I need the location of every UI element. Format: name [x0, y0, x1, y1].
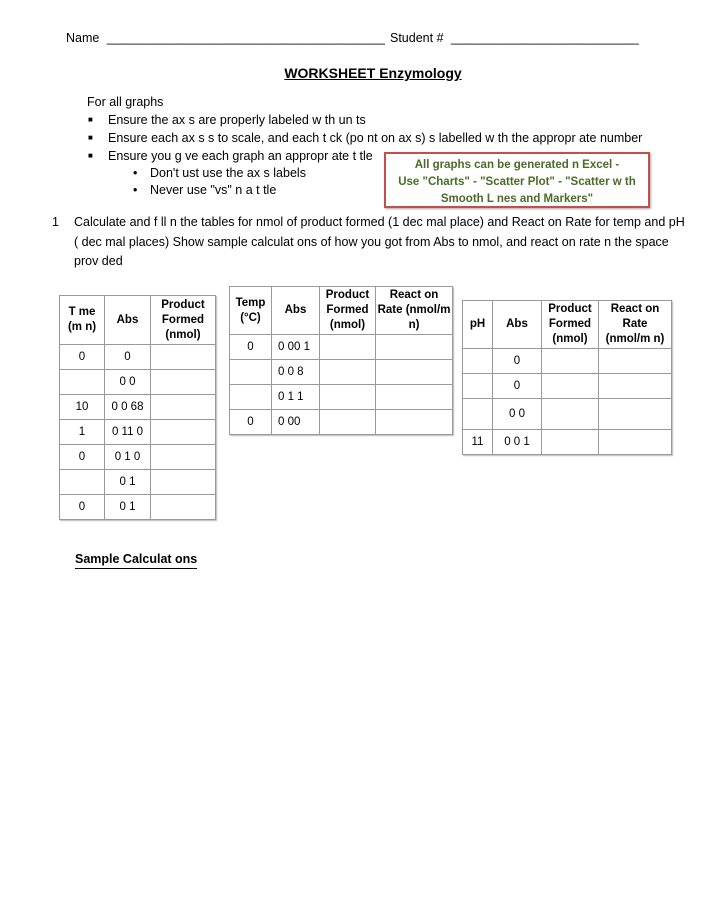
- time-cell: 0: [60, 345, 105, 370]
- time-cell: 10: [60, 395, 105, 420]
- ph-cell: [463, 349, 493, 374]
- time-cell: 1: [60, 420, 105, 445]
- name-row: [66, 31, 385, 45]
- temp-cell: 0: [230, 410, 272, 435]
- col-header: Abs: [493, 301, 542, 349]
- col-header: React on Rate (nmol/m n): [599, 301, 672, 349]
- abs-cell: 0 1: [105, 495, 151, 520]
- abs-cell: 0 1 0: [105, 445, 151, 470]
- ph-cell: [463, 374, 493, 399]
- table-row: [230, 385, 453, 410]
- product-cell[interactable]: [151, 445, 216, 470]
- table-row: [60, 420, 216, 445]
- note-line: Smooth L nes and Markers": [440, 193, 594, 205]
- product-cell[interactable]: [320, 410, 376, 435]
- abs-cell: 0: [493, 349, 542, 374]
- abs-cell: 0 11 0: [105, 420, 151, 445]
- temp-cell: [230, 385, 272, 410]
- instruction-item: ■ Ensure you g ve each graph an appropr ate t tle: [87, 147, 687, 165]
- product-cell[interactable]: [542, 374, 599, 399]
- sample-calculations-area[interactable]: [52, 580, 672, 880]
- rate-cell[interactable]: [376, 335, 453, 360]
- question-text: Calculate and f ll n the tables for nmol of product formed (1 dec mal place) and React on Rate for temp and pH ( dec mal places) Show sample calculat ons of how you got from Abs to nmol, and react on rate n the space prov ded: [74, 215, 685, 268]
- rate-cell[interactable]: [376, 385, 453, 410]
- student-row: [390, 31, 639, 45]
- excel-note-box: [384, 152, 650, 208]
- product-cell[interactable]: [151, 420, 216, 445]
- abs-cell: 0 00 1: [272, 335, 320, 360]
- note-line: Use "Charts" - "Scatter Plot" - "Scatter w th: [398, 176, 636, 188]
- abs-cell: 0 0: [105, 370, 151, 395]
- product-cell[interactable]: [151, 370, 216, 395]
- temperature-table: [229, 286, 453, 435]
- product-cell[interactable]: [542, 399, 599, 430]
- table-row: [60, 495, 216, 520]
- abs-cell: 0 1: [105, 470, 151, 495]
- title-rules-list: [130, 165, 390, 199]
- product-cell[interactable]: [151, 470, 216, 495]
- rate-cell[interactable]: [599, 349, 672, 374]
- ph-table: [462, 300, 672, 455]
- page-title: WORKSHEET Enzymology: [284, 65, 462, 81]
- product-cell[interactable]: [151, 395, 216, 420]
- temp-cell: [230, 360, 272, 385]
- table-row: [463, 374, 672, 399]
- col-header: Abs: [272, 287, 320, 335]
- table-row: [60, 470, 216, 495]
- table-row: [463, 430, 672, 455]
- sample-calculations-heading: Sample Calculat ons: [75, 552, 197, 569]
- col-header: Product Formed (nmol): [320, 287, 376, 335]
- col-header: T me (m n): [60, 296, 105, 345]
- abs-cell: 0 0 8: [272, 360, 320, 385]
- table-row: [60, 370, 216, 395]
- question-1: [52, 213, 692, 272]
- name-line[interactable]: ________________________________________: [106, 31, 385, 45]
- table-row: [60, 445, 216, 470]
- product-cell[interactable]: [320, 360, 376, 385]
- abs-cell: 0 0 1: [493, 430, 542, 455]
- abs-cell: 0: [493, 374, 542, 399]
- student-line[interactable]: ___________________________: [451, 31, 639, 45]
- table-row: [463, 349, 672, 374]
- product-cell[interactable]: [320, 385, 376, 410]
- abs-cell: 0 0: [493, 399, 542, 430]
- note-line: All graphs can be generated n Excel -: [414, 159, 620, 171]
- question-number: 1: [52, 215, 59, 229]
- student-label: Student #: [390, 31, 444, 45]
- abs-cell: 0 0 68: [105, 395, 151, 420]
- instructions-intro: For all graphs: [87, 95, 164, 109]
- table-row: [230, 335, 453, 360]
- col-header: Temp (°C): [230, 287, 272, 335]
- table-row: [60, 345, 216, 370]
- temp-cell: 0: [230, 335, 272, 360]
- rate-cell[interactable]: [376, 360, 453, 385]
- col-header: Product Formed (nmol): [542, 301, 599, 349]
- title-rule-item: • Never use "vs" n a t tle: [130, 182, 390, 199]
- rate-cell[interactable]: [376, 410, 453, 435]
- product-cell[interactable]: [151, 495, 216, 520]
- abs-cell: 0 00: [272, 410, 320, 435]
- rate-cell[interactable]: [599, 399, 672, 430]
- time-cell: [60, 470, 105, 495]
- time-cell: 0: [60, 495, 105, 520]
- col-header: Product Formed (nmol): [151, 296, 216, 345]
- time-cell: [60, 370, 105, 395]
- time-cell: 0: [60, 445, 105, 470]
- time-table: [59, 295, 216, 520]
- product-cell[interactable]: [542, 349, 599, 374]
- ph-cell: 11: [463, 430, 493, 455]
- rate-cell[interactable]: [599, 374, 672, 399]
- table-row: [463, 399, 672, 430]
- table-row: [60, 395, 216, 420]
- name-label: Name: [66, 31, 100, 45]
- instruction-item: ■ Ensure the ax s are properly labeled w th un ts: [87, 111, 687, 129]
- instruction-item: ■ Ensure each ax s s to scale, and each t ck (po nt on ax s) s labelled w th the appropr ate number: [87, 129, 687, 147]
- table-row: [230, 410, 453, 435]
- product-cell[interactable]: [542, 430, 599, 455]
- table-row: [230, 360, 453, 385]
- product-cell[interactable]: [151, 345, 216, 370]
- ph-cell: [463, 399, 493, 430]
- col-header: React on Rate (nmol/m n): [376, 287, 453, 335]
- product-cell[interactable]: [320, 335, 376, 360]
- abs-cell: 0 1 1: [272, 385, 320, 410]
- abs-cell: 0: [105, 345, 151, 370]
- title-rule-item: • Don't ust use the ax s labels: [130, 165, 390, 182]
- rate-cell[interactable]: [599, 430, 672, 455]
- col-header: Abs: [105, 296, 151, 345]
- col-header: pH: [463, 301, 493, 349]
